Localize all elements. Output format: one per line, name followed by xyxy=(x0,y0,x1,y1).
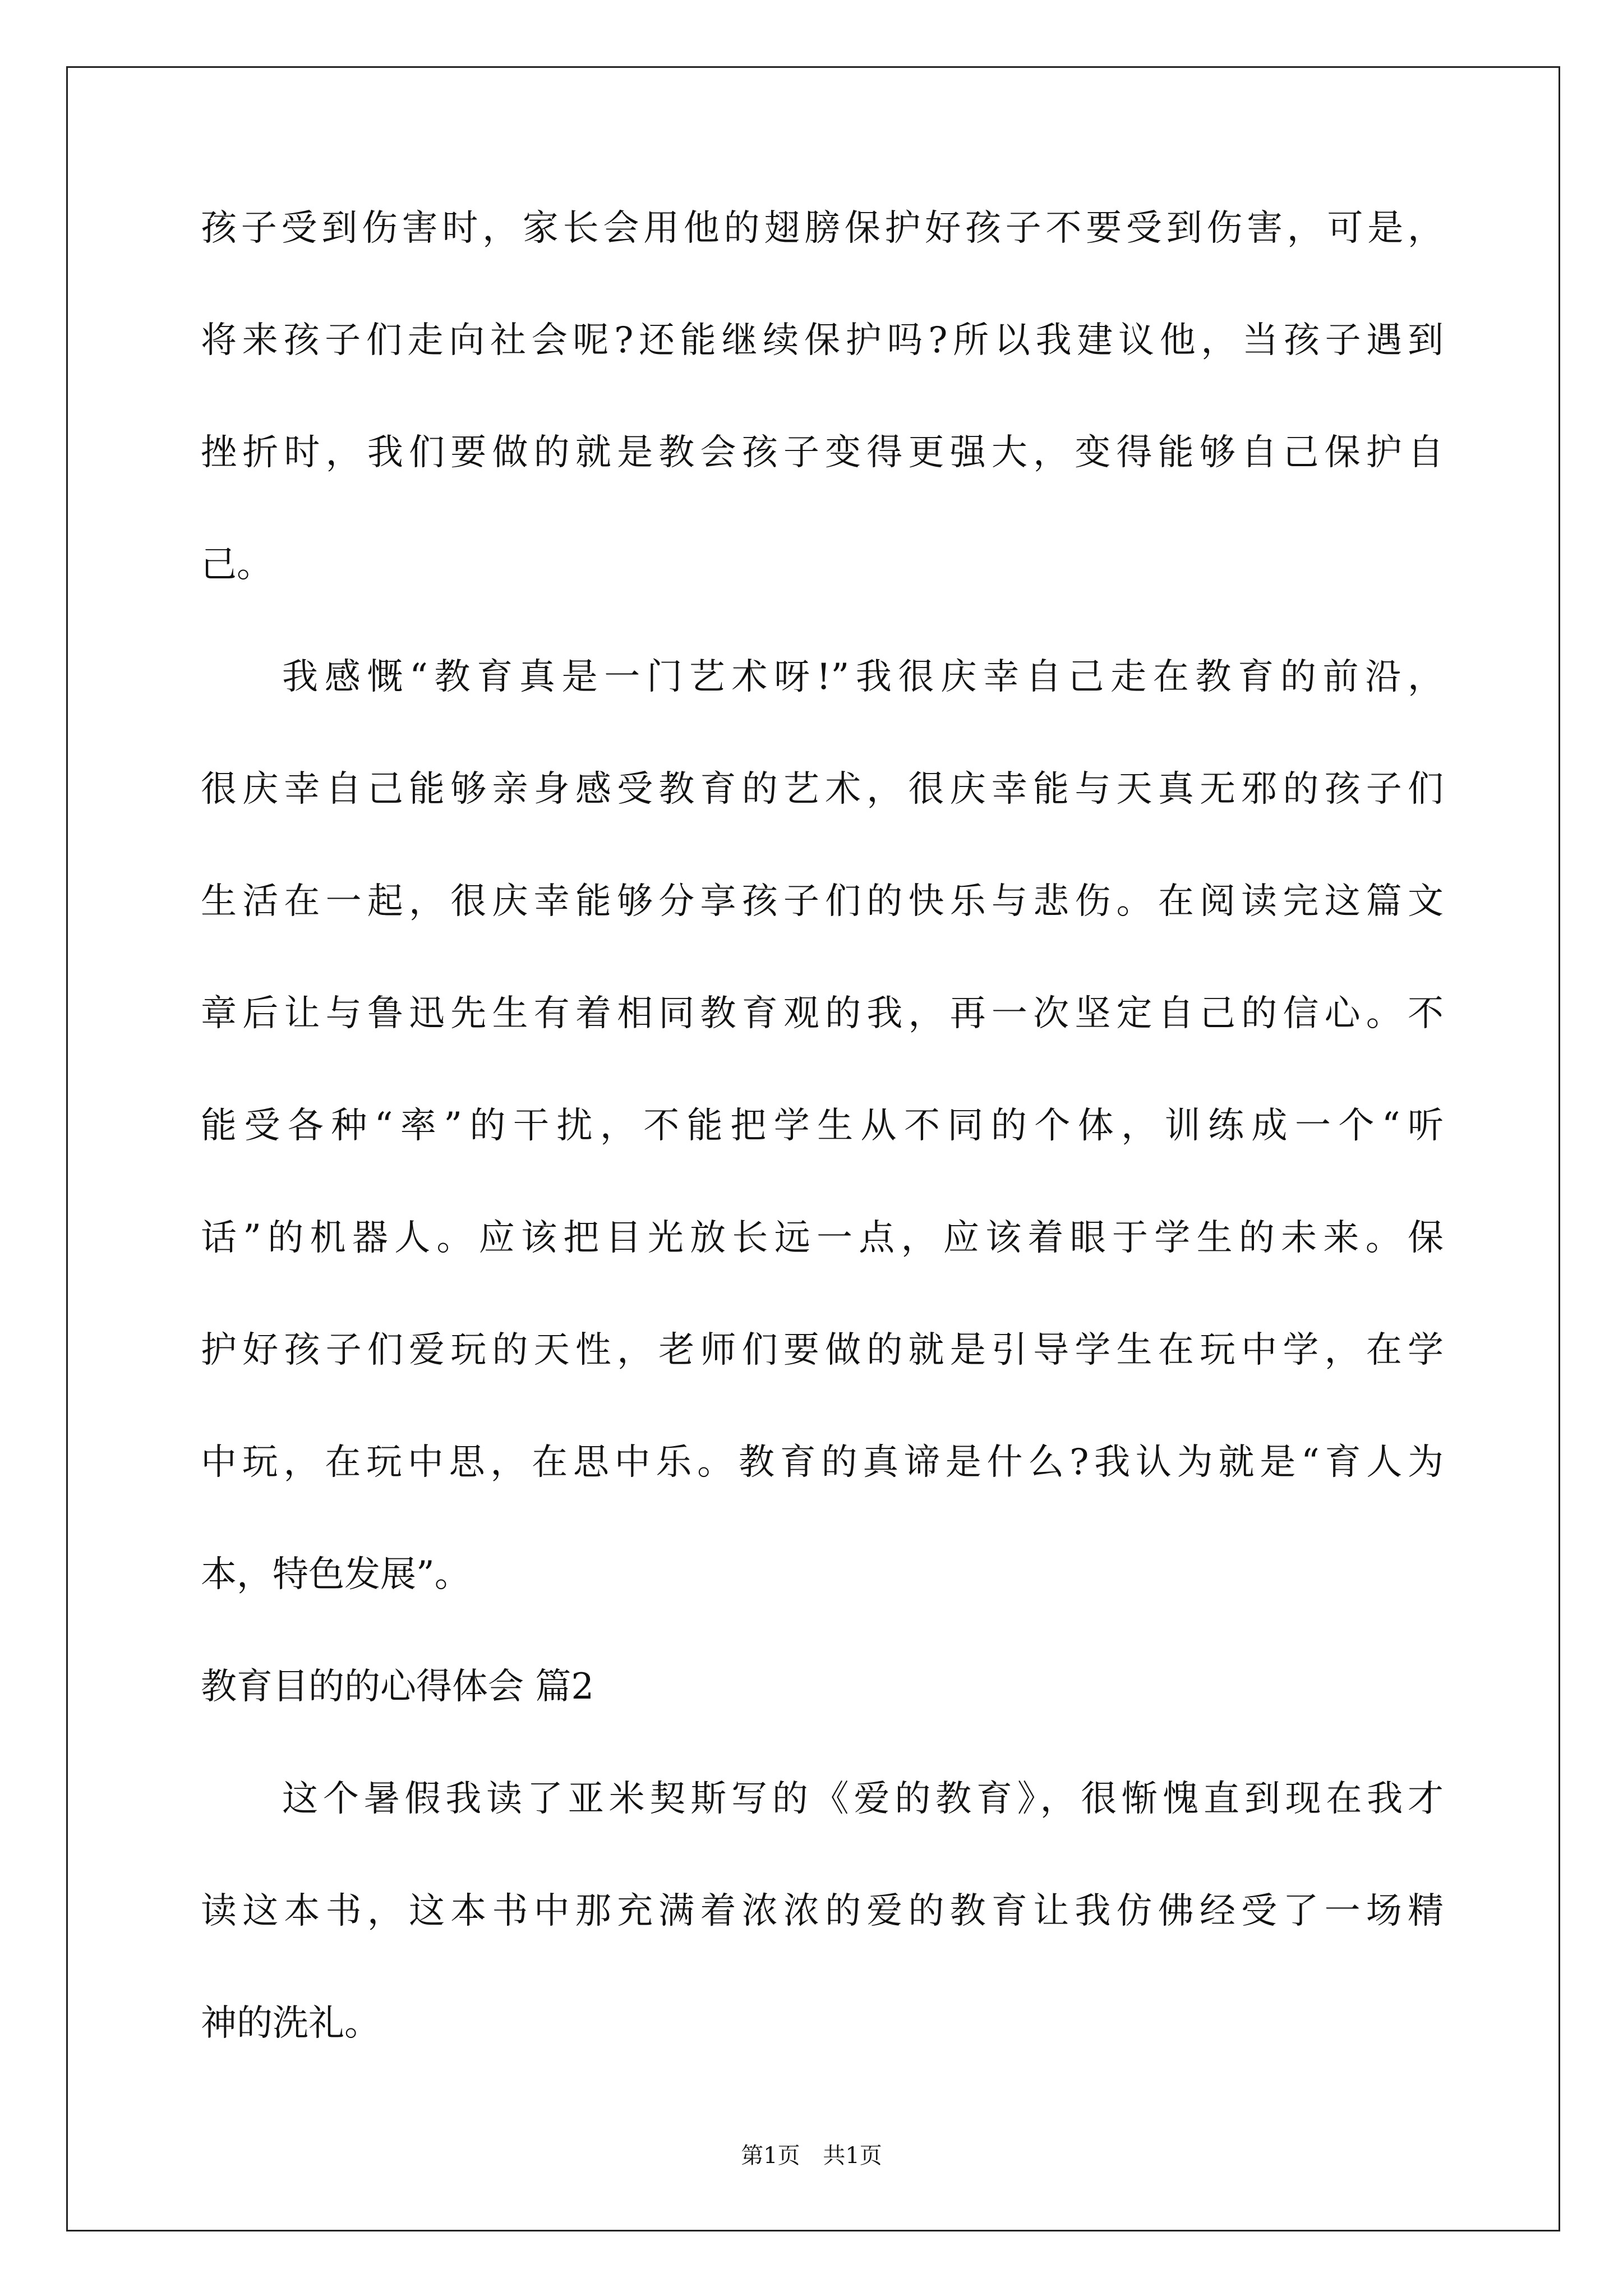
text-line: 能受各种“率”的干扰，不能把学生从不同的个体，训练成一个“听 xyxy=(201,1105,1444,1147)
text-line: 孩子受到伤害时，家长会用他的翅膀保护好孩子不要受到伤害，可是， xyxy=(201,208,1444,249)
text-line: 挫折时，我们要做的就是教会孩子变得更强大，变得能够自己保护自 xyxy=(201,432,1444,473)
paragraph-2 xyxy=(201,656,1444,1596)
text-line: 将来孩子们走向社会呢?还能继续保护吗?所以我建议他，当孩子遇到 xyxy=(201,320,1444,361)
text-line: 神的洗礼。 xyxy=(201,2003,380,2044)
text-line: 章后让与鲁迅先生有着相同教育观的我，再一次坚定自己的信心。不 xyxy=(201,993,1444,1034)
section-heading: 教育目的的心得体会 篇2 xyxy=(201,1666,594,1708)
text-line: 这个暑假我读了亚米契斯写的《爱的教育》，很惭愧直到现在我才 xyxy=(282,1778,1444,1820)
text-line: 中玩，在玩中思，在思中乐。教育的真谛是什么?我认为就是“育人为 xyxy=(201,1442,1444,1483)
text-line: 很庆幸自己能够亲身感受教育的艺术，很庆幸能与天真无邪的孩子们 xyxy=(201,769,1444,810)
page-number: 第1页 xyxy=(741,2143,800,2169)
page-total: 共1页 xyxy=(823,2143,882,2169)
text-line: 护好孩子们爱玩的天性，老师们要做的就是引导学生在玩中学，在学 xyxy=(201,1329,1444,1371)
page-footer xyxy=(0,2142,1623,2170)
text-line: 本，特色发展”。 xyxy=(201,1554,471,1595)
text-line: 己。 xyxy=(201,544,273,586)
document-body xyxy=(201,208,1444,2115)
text-line: 我感慨“教育真是一门艺术呀!”我很庆幸自己走在教育的前沿， xyxy=(282,656,1444,698)
paragraph-3 xyxy=(201,1778,1444,2045)
text-line: 读这本书，这本书中那充满着浓浓的爱的教育让我仿佛经受了一场精 xyxy=(201,1890,1444,1932)
paragraph-1 xyxy=(201,208,1444,586)
text-line: 生活在一起，很庆幸能够分享孩子们的快乐与悲伤。在阅读完这篇文 xyxy=(201,881,1444,922)
text-line: 话”的机器人。应该把目光放长远一点，应该着眼于学生的未来。保 xyxy=(201,1217,1444,1259)
